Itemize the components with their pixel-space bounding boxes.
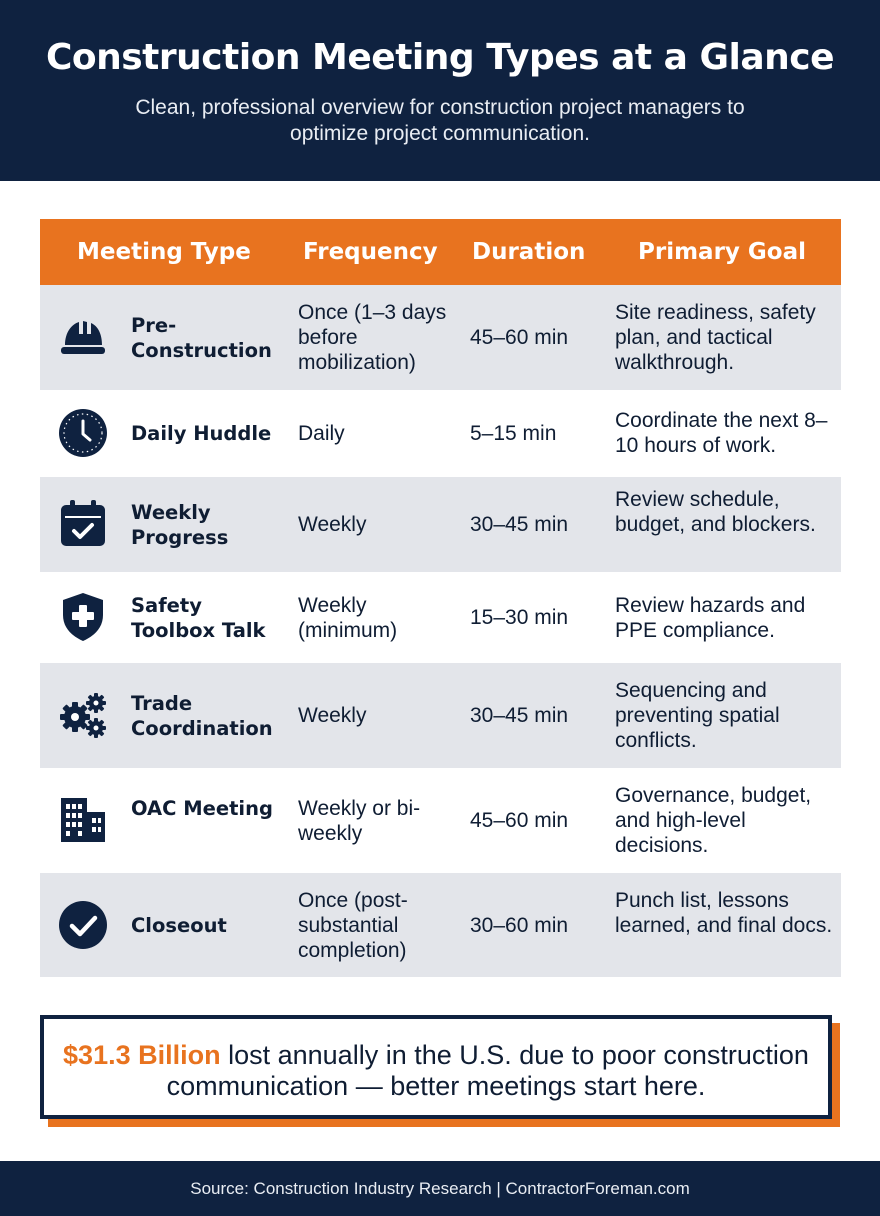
meeting-frequency: Weekly [298,704,367,727]
table-row [40,873,841,977]
meeting-goal: Sequencing and preventing spatial conflicts. [615,679,780,752]
meeting-frequency: Once (post-substantial completion) [298,889,408,962]
callout-body: lost annually in the U.S. due to poor construction communication — better meetings start here. [166,1040,809,1101]
meeting-frequency: Weekly (minimum) [298,594,398,642]
header-banner [0,0,880,181]
hard-hat-icon [57,312,109,364]
meeting-type-name: OAC Meeting [131,797,273,820]
meeting-goal: Review schedule, budget, and blockers. [615,488,816,536]
page-title: Construction Meeting Types at a Glance [45,37,835,78]
table-row [40,768,841,873]
check-circle-icon [57,899,109,951]
column-header-frequency: Frequency [303,239,438,265]
footer-bar [0,1161,880,1216]
page-subtitle: Clean, professional overview for construction project managers to optimize project communication. [135,96,745,145]
meeting-goal: Punch list, lessons learned, and final docs. [615,889,833,937]
meeting-type-name: Daily Huddle [131,422,272,445]
meeting-goal: Coordinate the next 8–10 hours of work. [615,409,828,457]
statistic-callout [40,1015,832,1119]
table-row [40,390,841,477]
table-header [40,219,841,285]
meeting-duration: 15–30 min [470,606,569,629]
callout-text [54,1040,818,1102]
meeting-goal: Governance, budget, and high-level decisions. [615,784,812,857]
source-note: Source: Construction Industry Research | ContractorForeman.com [190,1179,690,1198]
meeting-frequency: Weekly [298,513,367,536]
meeting-goal: Site readiness, safety plan, and tactical walkthrough. [615,301,816,374]
meeting-frequency: Once (1–3 days before mobilization) [298,301,447,374]
meeting-frequency: Daily [298,422,345,445]
buildings-icon [57,794,109,846]
table-row [40,663,841,768]
calendar-check-icon [57,498,109,550]
meeting-duration: 30–45 min [470,704,569,727]
meeting-duration: 45–60 min [470,326,569,349]
meeting-duration: 30–60 min [470,914,569,937]
column-header-primary-goal: Primary Goal [638,239,806,265]
meeting-type-name: Weekly Progress [131,501,229,549]
gears-icon [57,689,109,741]
meeting-type-name: Safety Toolbox Talk [131,594,266,642]
meeting-frequency: Weekly or bi-weekly [298,797,421,845]
column-header-meeting-type: Meeting Type [77,239,251,265]
table-row [40,572,841,663]
meeting-types-table [40,219,841,977]
meeting-type-name: Trade Coordination [131,692,273,740]
table-row [40,285,841,390]
meeting-goal: Review hazards and PPE compliance. [615,594,806,642]
callout-highlight: $31.3 Billion [63,1040,221,1070]
clock-icon [57,407,109,459]
meeting-type-name: Pre-Construction [131,314,272,362]
meeting-type-name: Closeout [131,914,227,937]
table-row [40,477,841,572]
column-header-duration: Duration [472,239,586,265]
meeting-duration: 45–60 min [470,809,569,832]
meeting-duration: 30–45 min [470,513,569,536]
meeting-duration: 5–15 min [470,422,557,445]
shield-plus-icon [57,591,109,643]
